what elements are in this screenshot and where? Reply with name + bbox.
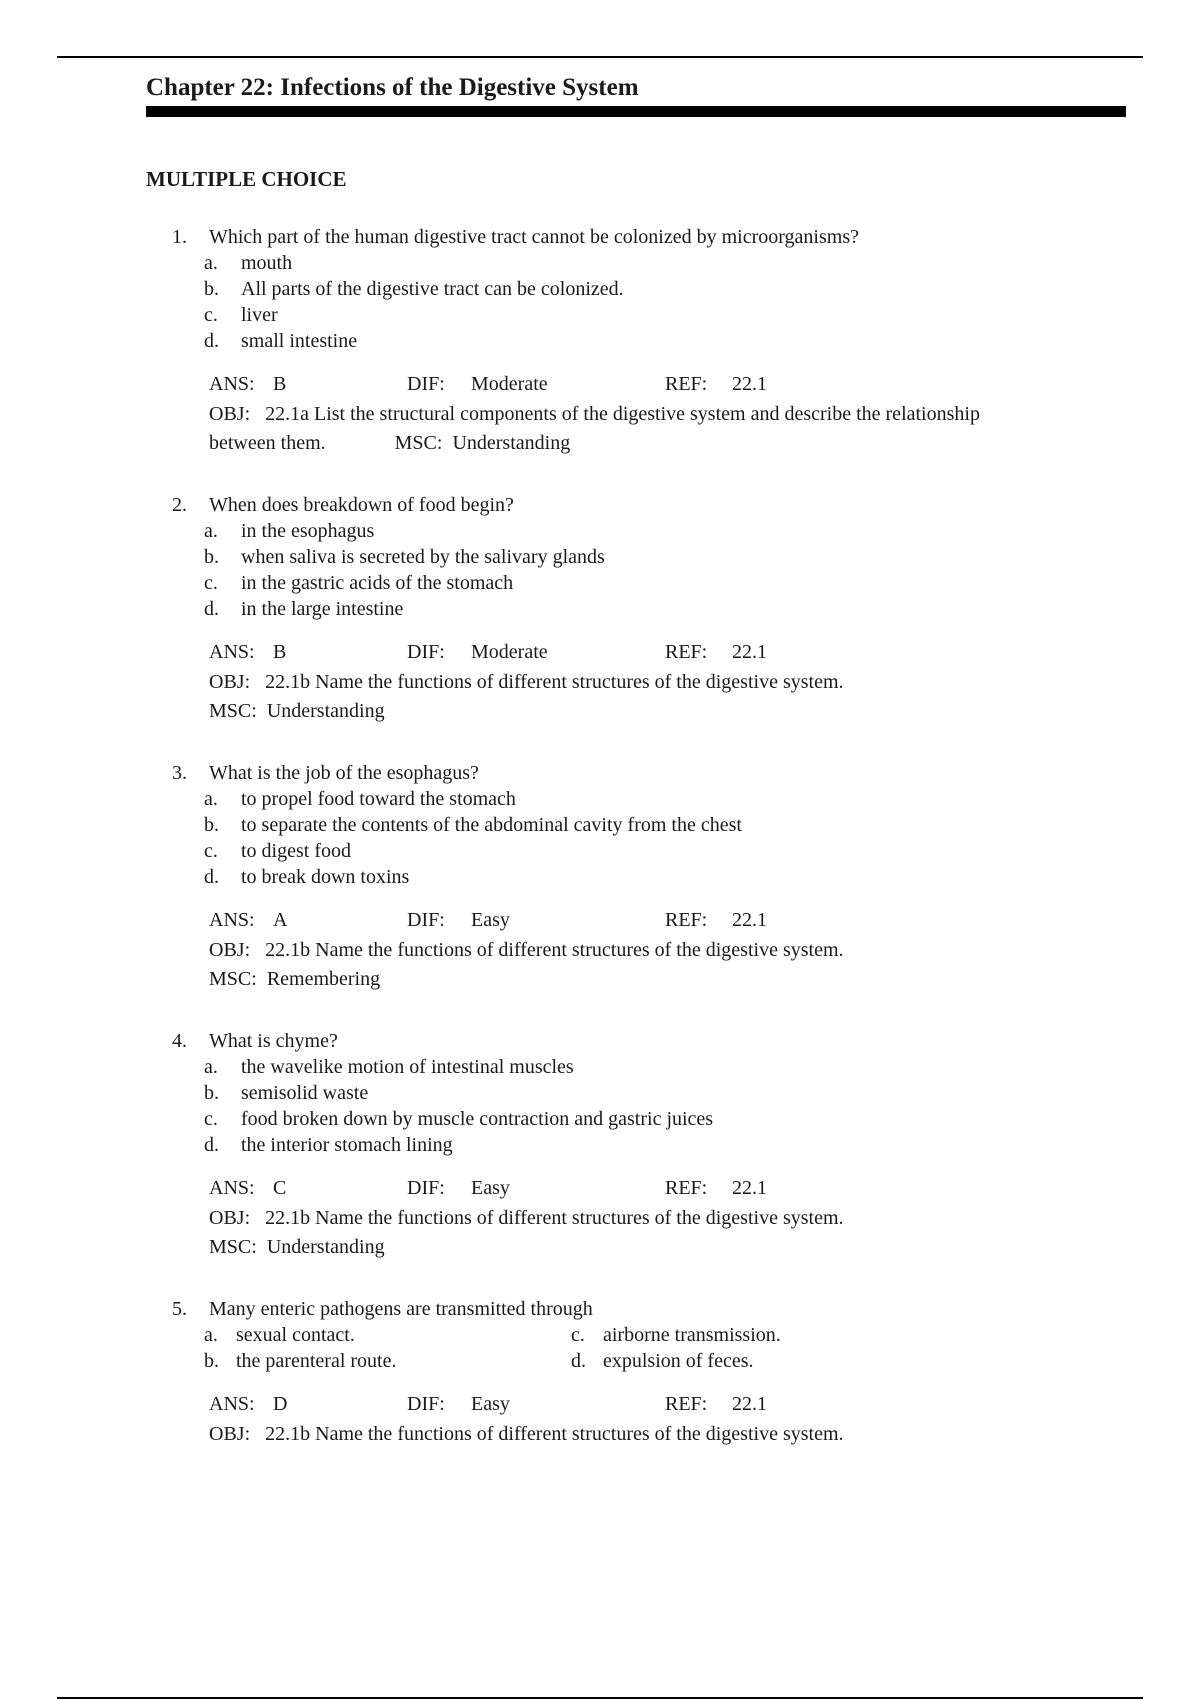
answer-metadata bbox=[146, 370, 1126, 458]
ans-label: ANS: bbox=[209, 1393, 255, 1415]
ans-value: B bbox=[273, 373, 287, 395]
answer-metadata bbox=[146, 1174, 1126, 1262]
option-text: the wavelike motion of intestinal muscles bbox=[241, 1056, 574, 1078]
answer-metadata bbox=[146, 1390, 1126, 1449]
question-text: What is the job of the esophagus? bbox=[209, 762, 479, 784]
obj-value: 22.1a List the structural components of the digestive system and describe the relationship bbox=[265, 403, 980, 425]
obj-label: OBJ: bbox=[209, 939, 251, 961]
question-text: What is chyme? bbox=[209, 1030, 338, 1052]
option-d bbox=[146, 596, 1126, 622]
option-a bbox=[146, 518, 1126, 544]
option-letter: c. bbox=[204, 1108, 218, 1130]
option-d bbox=[146, 1132, 1126, 1158]
option-text: in the large intestine bbox=[241, 598, 404, 620]
question-text: When does breakdown of food begin? bbox=[209, 494, 514, 516]
question-number: 2. bbox=[172, 494, 187, 516]
option-letter: c. bbox=[204, 304, 218, 326]
ref-value: 22.1 bbox=[732, 909, 767, 931]
dif-value: Moderate bbox=[471, 373, 548, 395]
ref-label: REF: bbox=[665, 641, 708, 663]
question-3 bbox=[146, 760, 1126, 994]
option-text: liver bbox=[241, 304, 278, 326]
section-heading: MULTIPLE CHOICE bbox=[146, 167, 347, 191]
options-list bbox=[146, 1054, 1126, 1158]
question-4 bbox=[146, 1028, 1126, 1262]
obj-label: OBJ: bbox=[209, 671, 251, 693]
msc-label: MSC: bbox=[209, 968, 257, 990]
question-number: 1. bbox=[172, 226, 187, 248]
ans-label: ANS: bbox=[209, 1177, 255, 1199]
question-text: Many enteric pathogens are transmitted through bbox=[209, 1298, 593, 1320]
option-b bbox=[204, 1348, 571, 1374]
question-text: Which part of the human digestive tract cannot be colonized by microorganisms? bbox=[209, 226, 859, 248]
ans-value: B bbox=[273, 641, 287, 663]
ref-label: REF: bbox=[665, 373, 708, 395]
ref-label: REF: bbox=[665, 1177, 708, 1199]
msc-value: Remembering bbox=[266, 968, 381, 990]
msc-label: MSC: bbox=[394, 432, 443, 454]
question-5 bbox=[146, 1296, 1126, 1449]
obj-label: OBJ: bbox=[209, 403, 251, 425]
option-letter: b. bbox=[204, 1082, 219, 1104]
option-text: expulsion of feces. bbox=[603, 1350, 754, 1372]
dif-value: Easy bbox=[471, 1393, 510, 1415]
bottom-rule bbox=[57, 1697, 1143, 1699]
ref-value: 22.1 bbox=[732, 1177, 767, 1199]
question-1 bbox=[146, 224, 1126, 458]
option-letter: d. bbox=[571, 1350, 586, 1372]
option-text: to digest food bbox=[241, 840, 351, 862]
option-a bbox=[204, 1322, 571, 1348]
obj-value: 22.1b Name the functions of different structures of the digestive system. bbox=[265, 1423, 844, 1445]
option-letter: a. bbox=[204, 520, 218, 542]
option-letter: d. bbox=[204, 330, 219, 352]
ans-label: ANS: bbox=[209, 641, 255, 663]
dif-value: Easy bbox=[471, 909, 510, 931]
ref-value: 22.1 bbox=[732, 641, 767, 663]
option-letter: b. bbox=[204, 546, 219, 568]
page-content bbox=[146, 72, 1126, 1449]
option-b bbox=[146, 544, 1126, 570]
option-b bbox=[146, 1080, 1126, 1106]
option-letter: b. bbox=[204, 278, 219, 300]
question-2 bbox=[146, 492, 1126, 726]
answer-metadata bbox=[146, 906, 1126, 994]
option-b bbox=[146, 812, 1126, 838]
option-letter: a. bbox=[204, 252, 218, 274]
dif-value: Easy bbox=[471, 1177, 510, 1199]
msc-value: Understanding bbox=[266, 1236, 385, 1258]
chapter-title: Chapter 22: Infections of the Digestive System bbox=[146, 72, 1126, 117]
top-rule bbox=[57, 56, 1143, 58]
option-text: sexual contact. bbox=[236, 1324, 355, 1346]
option-text: in the esophagus bbox=[241, 520, 375, 542]
option-a bbox=[146, 1054, 1126, 1080]
option-text: to propel food toward the stomach bbox=[241, 788, 516, 810]
option-letter: a. bbox=[204, 1056, 218, 1078]
question-number: 4. bbox=[172, 1030, 187, 1052]
option-text: the parenteral route. bbox=[236, 1350, 397, 1372]
option-letter: b. bbox=[204, 1350, 219, 1372]
obj-value: 22.1b Name the functions of different structures of the digestive system. bbox=[265, 671, 844, 693]
options-grid bbox=[146, 1322, 1126, 1374]
answer-metadata bbox=[146, 638, 1126, 726]
ans-label: ANS: bbox=[209, 373, 255, 395]
ans-value: A bbox=[273, 909, 288, 931]
dif-label: DIF: bbox=[407, 1177, 445, 1199]
option-text: in the gastric acids of the stomach bbox=[241, 572, 514, 594]
msc-label: MSC: bbox=[209, 700, 257, 722]
option-c bbox=[146, 570, 1126, 596]
obj-value: 22.1b Name the functions of different structures of the digestive system. bbox=[265, 1207, 844, 1229]
obj-label: OBJ: bbox=[209, 1423, 251, 1445]
option-letter: c. bbox=[571, 1324, 585, 1346]
option-d bbox=[146, 864, 1126, 890]
option-d bbox=[571, 1348, 1126, 1374]
option-c bbox=[146, 1106, 1126, 1132]
dif-value: Moderate bbox=[471, 641, 548, 663]
dif-label: DIF: bbox=[407, 641, 445, 663]
option-text: food broken down by muscle contraction and gastric juices bbox=[241, 1108, 714, 1130]
option-text: the interior stomach lining bbox=[241, 1134, 453, 1156]
option-letter: b. bbox=[204, 814, 219, 836]
option-c bbox=[146, 302, 1126, 328]
options-list bbox=[146, 518, 1126, 622]
option-b bbox=[146, 276, 1126, 302]
option-c bbox=[146, 838, 1126, 864]
option-letter: d. bbox=[204, 866, 219, 888]
ref-label: REF: bbox=[665, 1393, 708, 1415]
dif-label: DIF: bbox=[407, 1393, 445, 1415]
option-letter: a. bbox=[204, 1324, 218, 1346]
question-number: 3. bbox=[172, 762, 187, 784]
msc-label: MSC: bbox=[209, 1236, 257, 1258]
option-text: when saliva is secreted by the salivary glands bbox=[241, 546, 605, 568]
ans-value: C bbox=[273, 1177, 287, 1199]
option-text: small intestine bbox=[241, 330, 358, 352]
obj-value-continued: between them. bbox=[209, 432, 326, 454]
option-letter: d. bbox=[204, 598, 219, 620]
option-c bbox=[571, 1322, 1126, 1348]
question-number: 5. bbox=[172, 1298, 187, 1320]
option-letter: c. bbox=[204, 840, 218, 862]
options-list bbox=[146, 786, 1126, 890]
option-text: semisolid waste bbox=[241, 1082, 369, 1104]
option-letter: a. bbox=[204, 788, 218, 810]
dif-label: DIF: bbox=[407, 373, 445, 395]
option-letter: d. bbox=[204, 1134, 219, 1156]
option-text: to separate the contents of the abdominal cavity from the chest bbox=[241, 814, 742, 836]
obj-value: 22.1b Name the functions of different structures of the digestive system. bbox=[265, 939, 844, 961]
options-list bbox=[146, 250, 1126, 354]
ref-label: REF: bbox=[665, 909, 708, 931]
ans-label: ANS: bbox=[209, 909, 255, 931]
ref-value: 22.1 bbox=[732, 373, 767, 395]
dif-label: DIF: bbox=[407, 909, 445, 931]
option-a bbox=[146, 250, 1126, 276]
option-text: All parts of the digestive tract can be colonized. bbox=[241, 278, 624, 300]
ans-value: D bbox=[273, 1393, 288, 1415]
msc-value: Understanding bbox=[452, 432, 571, 454]
option-d bbox=[146, 328, 1126, 354]
option-text: mouth bbox=[241, 252, 293, 274]
option-text: to break down toxins bbox=[241, 866, 410, 888]
obj-label: OBJ: bbox=[209, 1207, 251, 1229]
option-letter: c. bbox=[204, 572, 218, 594]
option-a bbox=[146, 786, 1126, 812]
ref-value: 22.1 bbox=[732, 1393, 767, 1415]
option-text: airborne transmission. bbox=[603, 1324, 781, 1346]
msc-value: Understanding bbox=[266, 700, 385, 722]
